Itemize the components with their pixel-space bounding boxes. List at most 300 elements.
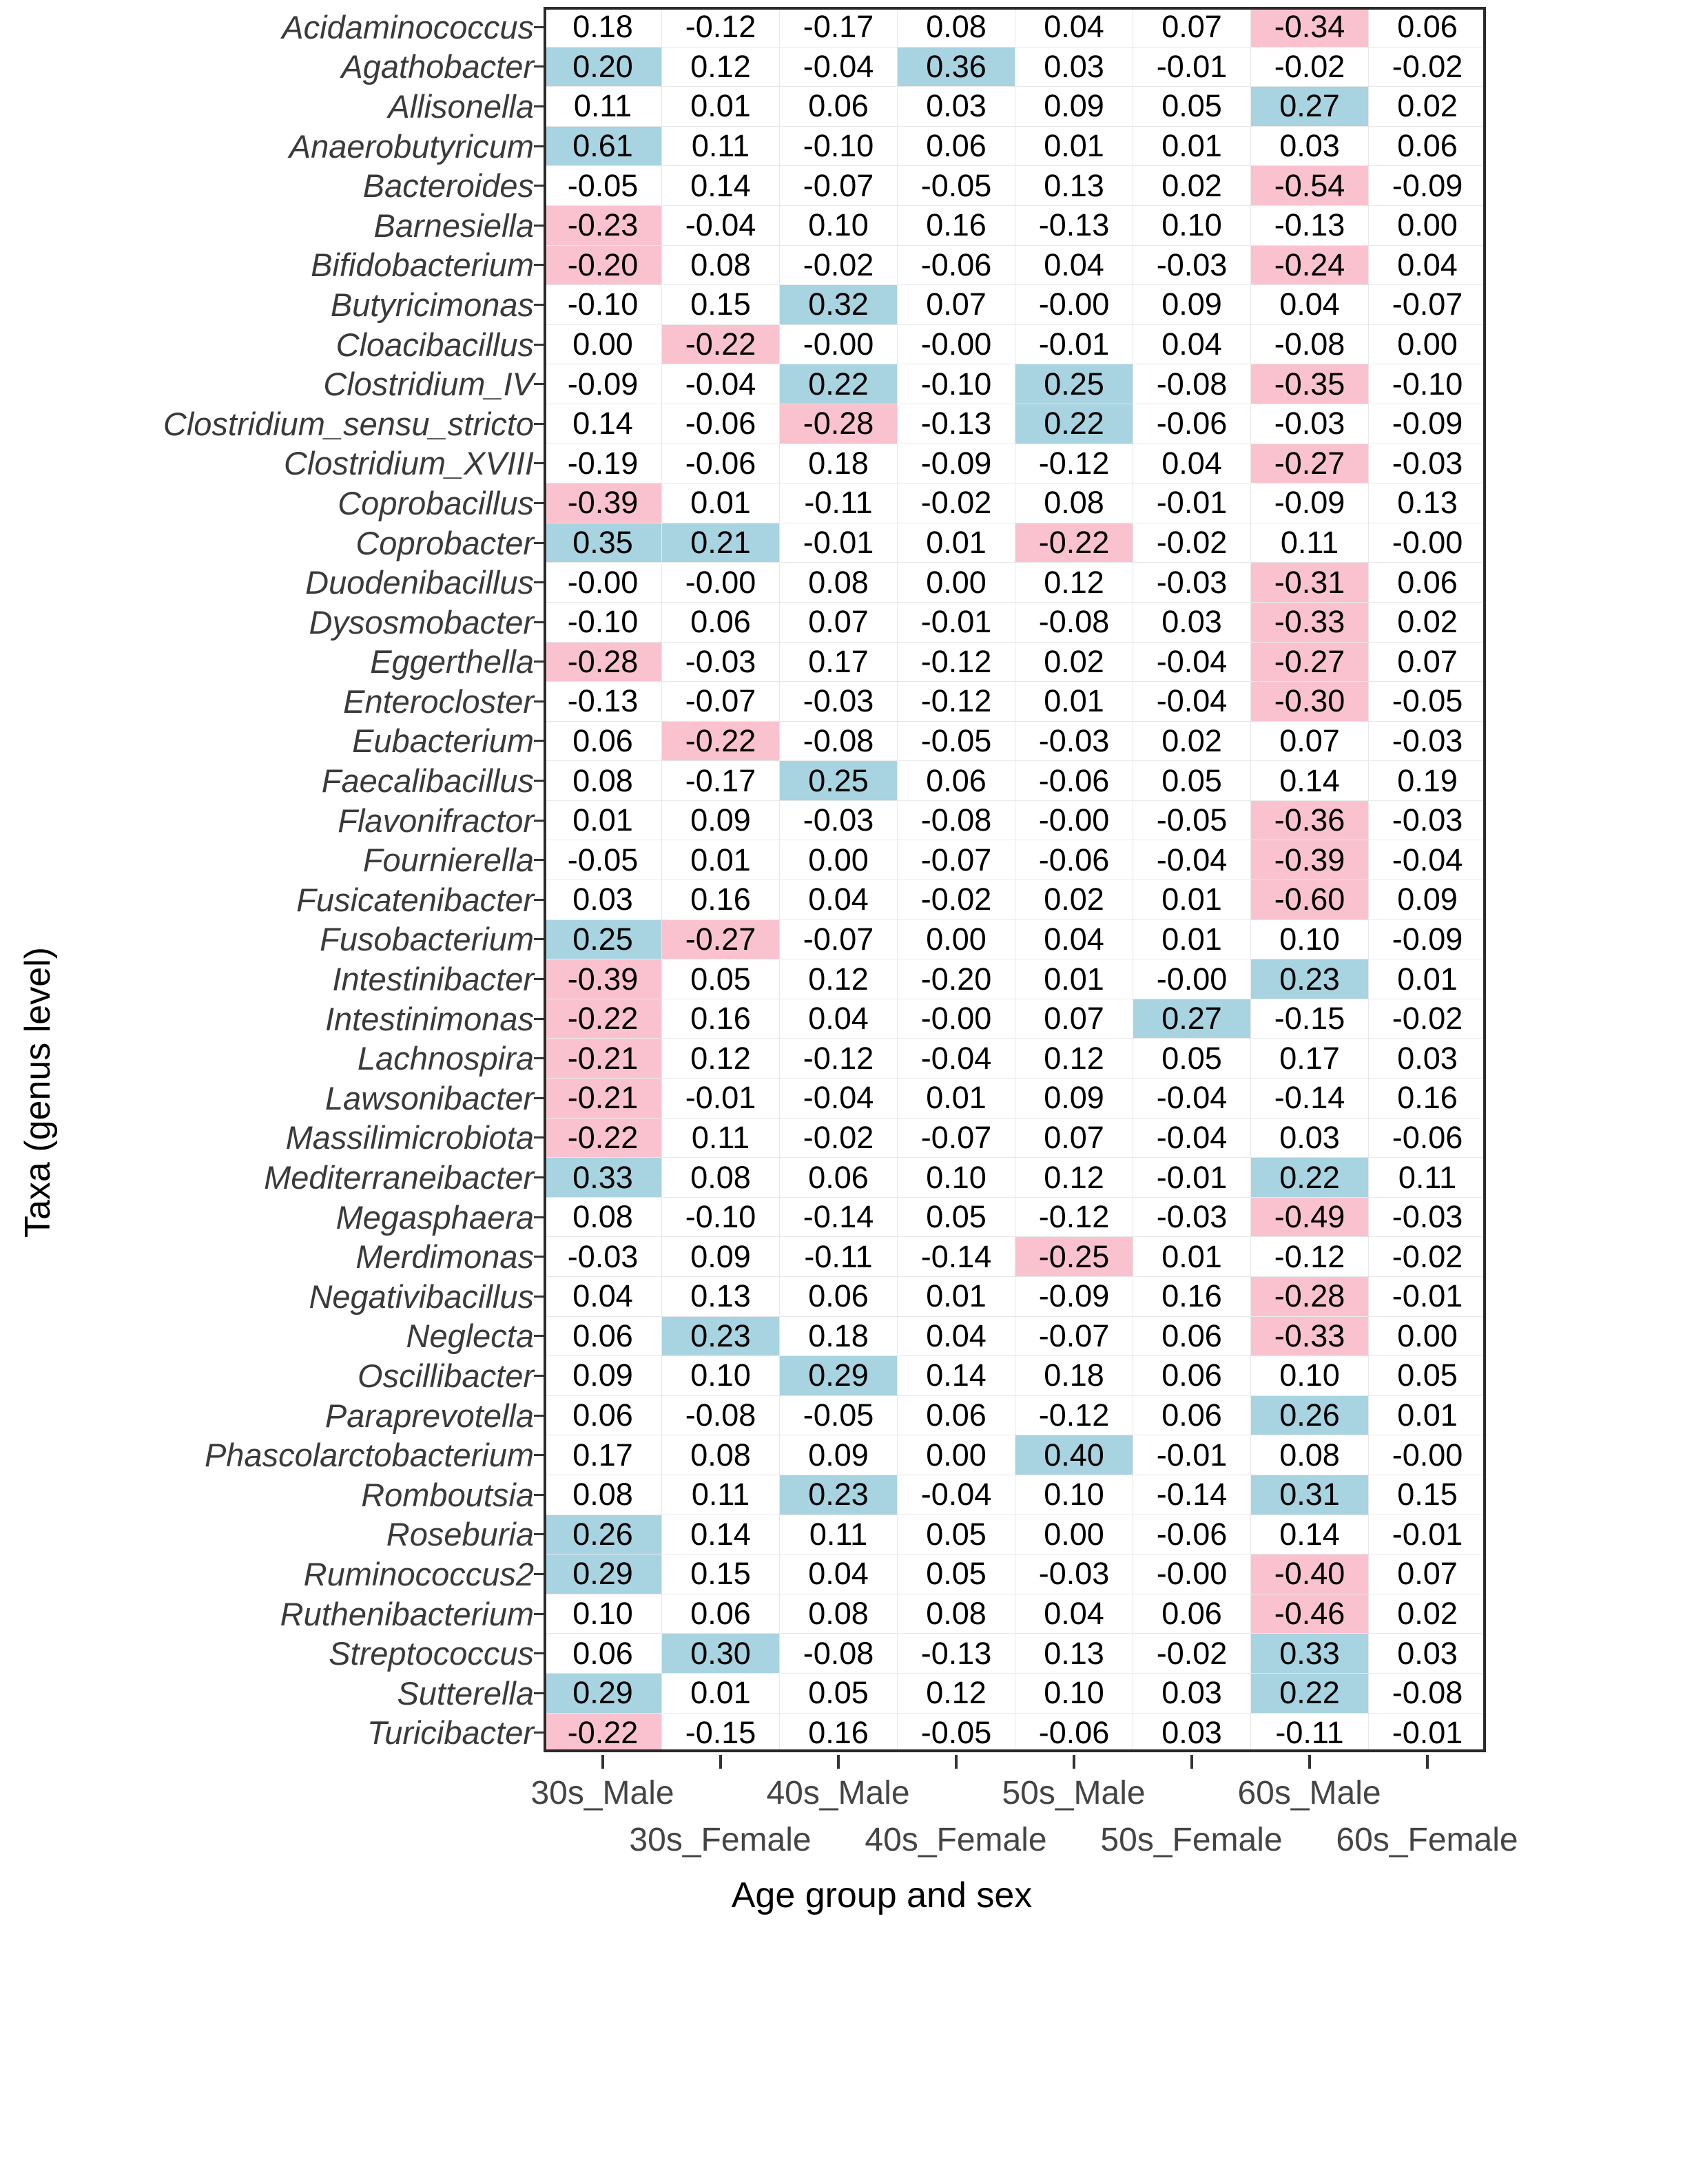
heatmap-cell: -0.22 bbox=[662, 721, 780, 761]
heatmap-cell: -0.22 bbox=[544, 1118, 662, 1158]
heatmap-cell: 0.06 bbox=[780, 1158, 898, 1198]
heatmap-cell: -0.08 bbox=[898, 800, 1015, 840]
heatmap-cell: 0.06 bbox=[544, 1316, 662, 1356]
heatmap-cell: 0.13 bbox=[1015, 166, 1133, 206]
heatmap-cell: 0.06 bbox=[898, 126, 1015, 166]
y-axis-tick bbox=[534, 364, 544, 404]
heatmap-row bbox=[76, 840, 1487, 880]
heatmap-cell: 0.14 bbox=[1251, 761, 1369, 801]
heatmap-cell: -0.09 bbox=[898, 444, 1015, 483]
heatmap-row bbox=[76, 444, 1487, 483]
heatmap-cell: -0.12 bbox=[662, 8, 780, 48]
heatmap-cell: 0.08 bbox=[780, 563, 898, 603]
heatmap-cell: -0.10 bbox=[780, 126, 898, 166]
heatmap-cell: 0.04 bbox=[898, 1316, 1015, 1356]
row-label-intestinibacter: Intestinibacter bbox=[332, 961, 534, 998]
heatmap-cell: -0.14 bbox=[1133, 1475, 1251, 1515]
row-label-merdimonas: Merdimonas bbox=[355, 1238, 534, 1276]
heatmap-cell: -0.10 bbox=[544, 285, 662, 325]
heatmap-cell: -0.07 bbox=[898, 1118, 1015, 1158]
heatmap-cell: 0.06 bbox=[1369, 563, 1487, 603]
heatmap-row bbox=[76, 1316, 1487, 1356]
heatmap-cell: -0.03 bbox=[1015, 721, 1133, 761]
heatmap-cell: -0.06 bbox=[1015, 1713, 1133, 1753]
heatmap-cell: -0.05 bbox=[898, 166, 1015, 206]
heatmap-cell: -0.13 bbox=[1251, 205, 1369, 245]
heatmap-cell: -0.05 bbox=[780, 1395, 898, 1435]
heatmap-cell: -0.14 bbox=[1251, 1079, 1369, 1119]
y-axis-title-text: Taxa (genus level) bbox=[18, 946, 58, 1238]
heatmap-cell: -0.12 bbox=[898, 642, 1015, 682]
heatmap-cell: 0.25 bbox=[780, 761, 898, 801]
heatmap-cell: 0.06 bbox=[780, 87, 898, 127]
heatmap-cell: 0.06 bbox=[544, 721, 662, 761]
heatmap-cell: 0.07 bbox=[1251, 721, 1369, 761]
y-axis-tick bbox=[534, 1197, 544, 1237]
x-axis-label-50s_male: 50s_Male bbox=[1002, 1775, 1146, 1812]
heatmap-cell: 0.12 bbox=[1015, 1158, 1133, 1198]
heatmap-cell: 0.10 bbox=[1251, 919, 1369, 959]
heatmap-cell: 0.40 bbox=[1015, 1435, 1133, 1475]
heatmap-cell: -0.03 bbox=[1133, 563, 1251, 603]
heatmap-cell: -0.03 bbox=[544, 1237, 662, 1277]
heatmap-cell: -0.11 bbox=[1251, 1713, 1369, 1753]
heatmap-cell: 0.10 bbox=[1133, 205, 1251, 245]
heatmap-cell: 0.06 bbox=[1133, 1356, 1251, 1396]
heatmap-cell: -0.02 bbox=[1369, 47, 1487, 87]
y-axis-tick bbox=[534, 880, 544, 920]
heatmap-cell: 0.02 bbox=[1015, 880, 1133, 920]
row-label-massilimicrobiota: Massilimicrobiota bbox=[285, 1119, 534, 1156]
heatmap-cell: 0.05 bbox=[898, 1554, 1015, 1594]
heatmap-body bbox=[76, 8, 1487, 1753]
heatmap-cell: -0.22 bbox=[544, 1713, 662, 1753]
heatmap-cell: 0.14 bbox=[898, 1356, 1015, 1396]
heatmap-cell: -0.00 bbox=[1015, 285, 1133, 325]
heatmap-cell: 0.15 bbox=[1369, 1475, 1487, 1515]
heatmap-cell: -0.30 bbox=[1251, 682, 1369, 722]
heatmap-cell: -0.39 bbox=[544, 959, 662, 999]
heatmap-cell: 0.08 bbox=[662, 1435, 780, 1475]
x-axis-label-30s_male: 30s_Male bbox=[530, 1775, 674, 1812]
y-axis-tick bbox=[534, 1475, 544, 1515]
heatmap-cell: 0.61 bbox=[544, 126, 662, 166]
x-axis-tick bbox=[601, 1755, 604, 1769]
heatmap-row bbox=[76, 919, 1487, 959]
heatmap-row bbox=[76, 1673, 1487, 1713]
heatmap-cell: -0.13 bbox=[1015, 205, 1133, 245]
heatmap-cell: 0.11 bbox=[662, 1475, 780, 1515]
heatmap-cell: -0.02 bbox=[898, 880, 1015, 920]
heatmap-cell: -0.10 bbox=[662, 1197, 780, 1237]
row-label-eggerthella: Eggerthella bbox=[370, 643, 534, 680]
heatmap-cell: -0.10 bbox=[1369, 364, 1487, 404]
heatmap-cell: 0.09 bbox=[1369, 880, 1487, 920]
y-axis-tick bbox=[534, 1395, 544, 1435]
heatmap-cell: -0.12 bbox=[898, 682, 1015, 722]
heatmap-cell: 0.27 bbox=[1251, 87, 1369, 127]
row-label-allisonella: Allisonella bbox=[388, 87, 534, 125]
heatmap-cell: -0.00 bbox=[1133, 1554, 1251, 1594]
heatmap-cell: -0.60 bbox=[1251, 880, 1369, 920]
heatmap-cell: 0.01 bbox=[898, 1277, 1015, 1317]
heatmap-cell: -0.15 bbox=[1251, 999, 1369, 1039]
y-axis-tick bbox=[534, 563, 544, 603]
heatmap-cell: 0.14 bbox=[662, 1515, 780, 1554]
heatmap-cell: -0.06 bbox=[1015, 761, 1133, 801]
heatmap-cell: 0.13 bbox=[662, 1277, 780, 1317]
heatmap-cell: 0.04 bbox=[780, 999, 898, 1039]
heatmap-cell: 0.17 bbox=[544, 1435, 662, 1475]
heatmap-cell: -0.09 bbox=[1369, 166, 1487, 206]
heatmap-cell: 0.10 bbox=[662, 1356, 780, 1396]
heatmap-cell: 0.08 bbox=[1251, 1435, 1369, 1475]
y-axis-tick bbox=[534, 47, 544, 87]
heatmap-cell: 0.03 bbox=[1251, 126, 1369, 166]
heatmap-cell: -0.01 bbox=[1133, 1158, 1251, 1198]
heatmap-row bbox=[76, 1356, 1487, 1396]
x-axis-tick bbox=[1190, 1755, 1193, 1769]
heatmap-cell: -0.04 bbox=[1133, 682, 1251, 722]
heatmap-cell: -0.09 bbox=[1369, 404, 1487, 444]
heatmap-cell: 0.16 bbox=[1369, 1079, 1487, 1119]
x-axis-label-30s_female: 30s_Female bbox=[629, 1822, 812, 1859]
y-axis-tick bbox=[534, 602, 544, 642]
heatmap-cell: -0.01 bbox=[662, 1079, 780, 1119]
heatmap-cell: 0.11 bbox=[544, 87, 662, 127]
heatmap-cell: 0.18 bbox=[1015, 1356, 1133, 1396]
row-label-bifidobacterium: Bifidobacterium bbox=[311, 247, 534, 284]
y-axis-tick bbox=[534, 8, 544, 48]
heatmap-cell: -0.11 bbox=[780, 1237, 898, 1277]
heatmap-cell: 0.06 bbox=[544, 1634, 662, 1674]
heatmap-row bbox=[76, 1237, 1487, 1277]
heatmap-cell: 0.06 bbox=[780, 1277, 898, 1317]
heatmap-cell: 0.00 bbox=[1369, 205, 1487, 245]
heatmap-cell: 0.22 bbox=[1015, 404, 1133, 444]
heatmap-cell: -0.31 bbox=[1251, 563, 1369, 603]
heatmap-cell: 0.00 bbox=[544, 324, 662, 364]
heatmap-cell: 0.16 bbox=[898, 205, 1015, 245]
heatmap-cell: 0.06 bbox=[1369, 126, 1487, 166]
heatmap-cell: -0.02 bbox=[1133, 523, 1251, 563]
y-axis-tick bbox=[534, 87, 544, 127]
row-label-coprobacillus: Coprobacillus bbox=[338, 484, 534, 521]
heatmap-cell: 0.10 bbox=[898, 1158, 1015, 1198]
heatmap-row bbox=[76, 1475, 1487, 1515]
y-axis-tick bbox=[534, 840, 544, 880]
heatmap-cell: -0.04 bbox=[1133, 642, 1251, 682]
heatmap-cell: 0.01 bbox=[662, 483, 780, 523]
heatmap-row bbox=[76, 1118, 1487, 1158]
heatmap-cell: 0.19 bbox=[1369, 761, 1487, 801]
heatmap-cell: -0.04 bbox=[662, 205, 780, 245]
row-label-negativibacillus: Negativibacillus bbox=[309, 1278, 534, 1315]
heatmap-cell: 0.10 bbox=[780, 205, 898, 245]
heatmap-row bbox=[76, 1158, 1487, 1198]
heatmap-cell: -0.46 bbox=[1251, 1594, 1369, 1634]
heatmap-cell: 0.01 bbox=[1133, 880, 1251, 920]
heatmap-cell: -0.09 bbox=[544, 364, 662, 404]
heatmap-row bbox=[76, 721, 1487, 761]
heatmap-cell: -0.00 bbox=[1133, 959, 1251, 999]
heatmap-cell: 0.03 bbox=[1251, 1118, 1369, 1158]
y-axis-tick bbox=[534, 1515, 544, 1554]
heatmap-cell: -0.02 bbox=[1369, 1237, 1487, 1277]
heatmap-cell: -0.17 bbox=[662, 761, 780, 801]
heatmap-cell: -0.01 bbox=[1369, 1713, 1487, 1753]
y-axis-tick bbox=[534, 1316, 544, 1356]
heatmap-cell: -0.22 bbox=[1015, 523, 1133, 563]
heatmap-cell: -0.09 bbox=[1251, 483, 1369, 523]
heatmap-cell: 0.07 bbox=[1369, 1554, 1487, 1594]
heatmap-cell: 0.09 bbox=[662, 800, 780, 840]
heatmap-cell: 0.08 bbox=[662, 245, 780, 285]
heatmap-cell: -0.36 bbox=[1251, 800, 1369, 840]
x-axis-label-60s_male: 60s_Male bbox=[1237, 1775, 1381, 1812]
y-axis-tick bbox=[534, 1237, 544, 1277]
heatmap-cell: 0.00 bbox=[898, 1435, 1015, 1475]
heatmap-cell: -0.11 bbox=[780, 483, 898, 523]
heatmap-cell: 0.27 bbox=[1133, 999, 1251, 1039]
heatmap-cell: -0.02 bbox=[1251, 47, 1369, 87]
heatmap-cell: 0.07 bbox=[780, 602, 898, 642]
heatmap-cell: -0.01 bbox=[1015, 324, 1133, 364]
row-label-dysosmobacter: Dysosmobacter bbox=[309, 603, 534, 641]
heatmap-cell: -0.03 bbox=[1369, 800, 1487, 840]
heatmap-row bbox=[76, 602, 1487, 642]
row-label-lawsonibacter: Lawsonibacter bbox=[324, 1079, 534, 1116]
heatmap-cell: 0.13 bbox=[1015, 1634, 1133, 1674]
row-label-bacteroides: Bacteroides bbox=[362, 167, 534, 205]
heatmap-cell: 0.10 bbox=[1251, 1356, 1369, 1396]
heatmap-cell: 0.09 bbox=[780, 1435, 898, 1475]
heatmap-cell: 0.12 bbox=[780, 959, 898, 999]
heatmap-row bbox=[76, 404, 1487, 444]
heatmap-cell: 0.11 bbox=[1251, 523, 1369, 563]
row-label-eubacterium: Eubacterium bbox=[352, 722, 534, 760]
heatmap-cell: -0.03 bbox=[1369, 1197, 1487, 1237]
heatmap-cell: 0.08 bbox=[898, 8, 1015, 48]
heatmap-cell: 0.01 bbox=[544, 800, 662, 840]
heatmap-cell: 0.33 bbox=[1251, 1634, 1369, 1674]
heatmap-row bbox=[76, 285, 1487, 325]
heatmap-row bbox=[76, 1515, 1487, 1554]
heatmap-cell: -0.06 bbox=[1369, 1118, 1487, 1158]
heatmap-cell: 0.05 bbox=[1133, 1039, 1251, 1079]
heatmap-cell: -0.40 bbox=[1251, 1554, 1369, 1594]
y-axis-tick bbox=[534, 166, 544, 206]
row-label-faecalibacillus: Faecalibacillus bbox=[321, 762, 534, 800]
heatmap-cell: -0.08 bbox=[1133, 364, 1251, 404]
heatmap-cell: 0.32 bbox=[780, 285, 898, 325]
row-label-cloacibacillus: Cloacibacillus bbox=[335, 326, 534, 363]
x-axis-label-40s_female: 40s_Female bbox=[865, 1822, 1047, 1859]
heatmap-grid-holder bbox=[76, 7, 1688, 1753]
y-axis-tick bbox=[534, 285, 544, 325]
heatmap-cell: -0.01 bbox=[1133, 1435, 1251, 1475]
heatmap-cell: 0.03 bbox=[1369, 1039, 1487, 1079]
heatmap-table bbox=[76, 7, 1487, 1753]
heatmap-cell: 0.08 bbox=[544, 1475, 662, 1515]
heatmap-cell: 0.29 bbox=[544, 1673, 662, 1713]
heatmap-cell: 0.02 bbox=[1133, 166, 1251, 206]
row-label-neglecta: Neglecta bbox=[406, 1318, 534, 1355]
heatmap-cell: 0.05 bbox=[1133, 87, 1251, 127]
x-axis-tick bbox=[837, 1755, 840, 1769]
heatmap-cell: -0.00 bbox=[1369, 1435, 1487, 1475]
heatmap-cell: 0.02 bbox=[1369, 87, 1487, 127]
heatmap-cell: 0.07 bbox=[1015, 999, 1133, 1039]
y-axis-tick bbox=[534, 1554, 544, 1594]
heatmap-cell: 0.16 bbox=[662, 999, 780, 1039]
heatmap-row bbox=[76, 364, 1487, 404]
y-axis-tick bbox=[534, 959, 544, 999]
heatmap-row bbox=[76, 880, 1487, 920]
heatmap-cell: 0.16 bbox=[780, 1713, 898, 1753]
heatmap-cell: 0.01 bbox=[662, 840, 780, 880]
y-axis-tick bbox=[534, 1356, 544, 1396]
heatmap-cell: -0.12 bbox=[1015, 1197, 1133, 1237]
heatmap-cell: 0.16 bbox=[662, 880, 780, 920]
heatmap-cell: 0.11 bbox=[780, 1515, 898, 1554]
heatmap-cell: 0.12 bbox=[662, 47, 780, 87]
heatmap-row bbox=[76, 205, 1487, 245]
heatmap-cell: 0.02 bbox=[1369, 602, 1487, 642]
heatmap-cell: 0.08 bbox=[1015, 483, 1133, 523]
heatmap-cell: 0.04 bbox=[1133, 444, 1251, 483]
heatmap-cell: 0.18 bbox=[780, 444, 898, 483]
heatmap-cell: -0.01 bbox=[1133, 483, 1251, 523]
y-axis-tick bbox=[534, 1594, 544, 1634]
heatmap-row bbox=[76, 1277, 1487, 1317]
heatmap-cell: 0.10 bbox=[1015, 1475, 1133, 1515]
heatmap-cell: -0.20 bbox=[898, 959, 1015, 999]
row-label-lachnospira: Lachnospira bbox=[357, 1040, 534, 1077]
heatmap-cell: 0.00 bbox=[780, 840, 898, 880]
row-label-streptococcus: Streptococcus bbox=[329, 1635, 534, 1672]
heatmap-cell: 0.04 bbox=[544, 1277, 662, 1317]
row-label-agathobacter: Agathobacter bbox=[341, 48, 534, 85]
heatmap-cell: -0.06 bbox=[1133, 1515, 1251, 1554]
row-label-romboutsia: Romboutsia bbox=[361, 1476, 534, 1513]
heatmap-cell: 0.04 bbox=[1251, 285, 1369, 325]
heatmap-cell: 0.14 bbox=[1251, 1515, 1369, 1554]
heatmap-cell: 0.03 bbox=[1133, 602, 1251, 642]
heatmap-cell: -0.49 bbox=[1251, 1197, 1369, 1237]
y-axis-tick bbox=[534, 1079, 544, 1119]
heatmap-cell: -0.21 bbox=[544, 1079, 662, 1119]
y-axis-tick bbox=[534, 523, 544, 563]
heatmap-cell: 0.00 bbox=[1369, 324, 1487, 364]
heatmap-cell: 0.14 bbox=[544, 404, 662, 444]
heatmap-cell: -0.04 bbox=[780, 1079, 898, 1119]
heatmap-cell: 0.36 bbox=[898, 47, 1015, 87]
heatmap-cell: -0.39 bbox=[1251, 840, 1369, 880]
heatmap-row bbox=[76, 87, 1487, 127]
heatmap-cell: 0.05 bbox=[1133, 761, 1251, 801]
x-axis-title: Age group and sex bbox=[731, 1875, 1033, 1916]
heatmap-cell: -0.09 bbox=[1015, 1277, 1133, 1317]
heatmap-cell: 0.07 bbox=[1133, 8, 1251, 48]
heatmap-row bbox=[76, 1713, 1487, 1753]
heatmap-cell: 0.22 bbox=[780, 364, 898, 404]
heatmap-cell: 0.11 bbox=[1369, 1158, 1487, 1198]
heatmap-cell: 0.20 bbox=[544, 47, 662, 87]
heatmap-cell: -0.02 bbox=[780, 245, 898, 285]
heatmap-cell: -0.12 bbox=[780, 1039, 898, 1079]
heatmap-cell: 0.08 bbox=[898, 1594, 1015, 1634]
heatmap-cell: 0.09 bbox=[1133, 285, 1251, 325]
heatmap-cell: -0.04 bbox=[1133, 1079, 1251, 1119]
heatmap-row bbox=[76, 47, 1487, 87]
heatmap-cell: 0.00 bbox=[898, 919, 1015, 959]
heatmap-cell: -0.05 bbox=[1133, 800, 1251, 840]
heatmap-cell: 0.18 bbox=[544, 8, 662, 48]
heatmap-cell: 0.31 bbox=[1251, 1475, 1369, 1515]
heatmap-cell: 0.04 bbox=[1015, 245, 1133, 285]
y-axis-tick bbox=[534, 800, 544, 840]
heatmap-cell: -0.08 bbox=[780, 721, 898, 761]
heatmap-cell: 0.03 bbox=[1369, 1634, 1487, 1674]
heatmap-cell: -0.04 bbox=[1369, 840, 1487, 880]
heatmap-cell: -0.03 bbox=[1133, 1197, 1251, 1237]
heatmap-cell: 0.22 bbox=[1251, 1673, 1369, 1713]
heatmap-cell: -0.12 bbox=[1015, 1395, 1133, 1435]
heatmap-cell: 0.02 bbox=[1133, 721, 1251, 761]
heatmap-cell: 0.03 bbox=[1015, 47, 1133, 87]
heatmap-cell: 0.06 bbox=[1133, 1594, 1251, 1634]
heatmap-cell: 0.06 bbox=[544, 1395, 662, 1435]
heatmap-cell: -0.25 bbox=[1015, 1237, 1133, 1277]
heatmap-cell: -0.13 bbox=[898, 404, 1015, 444]
heatmap-cell: 0.07 bbox=[1015, 1118, 1133, 1158]
heatmap-row bbox=[76, 800, 1487, 840]
y-axis-tick bbox=[534, 324, 544, 364]
heatmap-cell: -0.10 bbox=[544, 602, 662, 642]
y-axis-tick bbox=[534, 919, 544, 959]
heatmap-cell: -0.07 bbox=[780, 919, 898, 959]
heatmap-cell: -0.23 bbox=[544, 205, 662, 245]
heatmap-cell: 0.33 bbox=[544, 1158, 662, 1198]
heatmap-cell: 0.29 bbox=[544, 1554, 662, 1594]
heatmap-cell: -0.00 bbox=[544, 563, 662, 603]
heatmap-cell: -0.27 bbox=[662, 919, 780, 959]
y-axis-tick bbox=[534, 205, 544, 245]
heatmap-row bbox=[76, 523, 1487, 563]
heatmap-cell: -0.13 bbox=[544, 682, 662, 722]
heatmap-cell: -0.07 bbox=[662, 682, 780, 722]
heatmap-row bbox=[76, 1634, 1487, 1674]
heatmap-cell: -0.08 bbox=[1251, 324, 1369, 364]
heatmap-cell: 0.13 bbox=[1369, 483, 1487, 523]
heatmap-cell: -0.03 bbox=[1133, 245, 1251, 285]
heatmap-cell: -0.28 bbox=[544, 642, 662, 682]
heatmap-cell: 0.04 bbox=[780, 1554, 898, 1594]
heatmap-cell: -0.14 bbox=[898, 1237, 1015, 1277]
heatmap-cell: 0.12 bbox=[1015, 1039, 1133, 1079]
y-axis-tick bbox=[534, 1039, 544, 1079]
heatmap-cell: -0.20 bbox=[544, 245, 662, 285]
heatmap-cell: 0.12 bbox=[1015, 563, 1133, 603]
y-axis-tick bbox=[534, 245, 544, 285]
heatmap-cell: -0.00 bbox=[780, 324, 898, 364]
heatmap-row bbox=[76, 8, 1487, 48]
row-label-mediterraneibacter: Mediterraneibacter bbox=[264, 1159, 534, 1196]
heatmap-row bbox=[76, 682, 1487, 722]
heatmap-cell: 0.15 bbox=[662, 285, 780, 325]
heatmap-cell: -0.07 bbox=[780, 166, 898, 206]
